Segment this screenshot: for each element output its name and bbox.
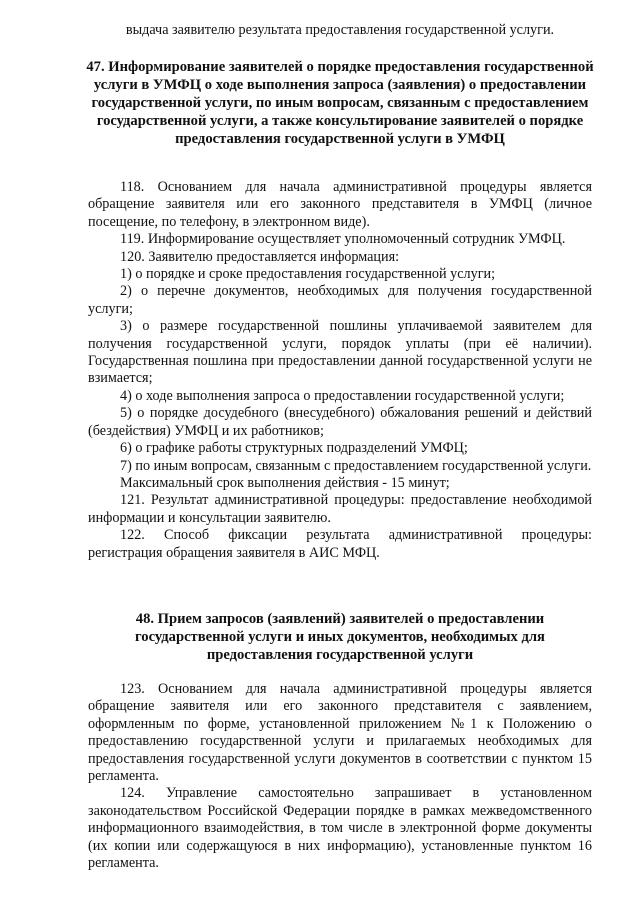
list-item-7: 7) по иным вопросам, связанным с предоставлением государственной услуги. — [120, 457, 592, 474]
list-item-5: 5) о порядке досудебного (внесудебного) обжалования решений и действий (бездействия) УМФЦ и их работников; — [88, 405, 592, 439]
paragraph-123: 123. Основанием для начала административной процедуры является обращение заявителя или его законного представителя с заявлением, оформленным по форме, установленной приложением №1 к Положению о предоставлению государственной услуги и прилагаемых необходимых для предоставления государственной услуги документов в соответствии с пунктом 15 регламента. — [88, 681, 592, 785]
list-item-4: 4) о ходе выполнения запроса о предоставлении государственной услуги; — [120, 387, 565, 404]
paragraph-124: 124. Управление самостоятельно запрашивает в установленном законодательством Российской Федерации порядке в рамках межведомственного информационного взаимодействия, в том числе в электронной форме документы (их копии или содержащуюся в них информацию), установленные пунктом 16 регламента. — [88, 785, 592, 872]
list-item-2: 2) о перечне документов, необходимых для получения государственной услуги; — [88, 283, 592, 317]
section-48-heading: 48. Прием запросов (заявлений) заявителей о предоставлении государственной услуги и иных документов, необходимых для предоставления государственной услуги — [135, 611, 545, 663]
paragraph-120: 120. Заявителю предоставляется информация: — [120, 248, 400, 265]
paragraph-119: 119. Информирование осуществляет уполномоченный сотрудник УМФЦ. — [120, 231, 566, 248]
continued-text-line: выдача заявителю результата предоставления государственной услуги. — [125, 22, 555, 38]
list-item-3: 3) о размере государственной пошлины уплачиваемой заявителем для получения государственной услуги, порядок уплаты (при её наличии). Государственная пошлина при предоставлении данной государственной услуги не взимается; — [88, 318, 592, 387]
section-47-heading: 47. Информирование заявителей о порядке предоставления государственной услуги в УМФЦ о ходе выполнения запроса (заявления) о предоставлении государственной услуги, по иным вопросам, связанным с предоставлением государственной услуги, а также консультирование заявителей о порядке предоставления государственной услуги в УМФЦ — [86, 59, 594, 147]
paragraph-122: 122. Способ фиксации результата административной процедуры: регистрация обращения заявителя в АИС МФЦ. — [88, 527, 592, 561]
paragraph-118: 118. Основанием для начала административной процедуры является обращение заявителя или его законного представителя в УМФЦ (личное посещение, по телефону, в электронном виде). — [88, 179, 592, 230]
max-duration-note: Максимальный срок выполнения действия - 15 минут; — [120, 474, 450, 491]
list-item-1: 1) о порядке и сроке предоставления государственной услуги; — [120, 266, 496, 283]
list-item-6: 6) о графике работы структурных подразделений УМФЦ; — [120, 440, 468, 457]
paragraph-121: 121. Результат административной процедуры: предоставление необходимой информации и консультации заявителю. — [88, 492, 592, 526]
section-48-body — [88, 681, 592, 872]
section-47-body — [88, 179, 592, 562]
